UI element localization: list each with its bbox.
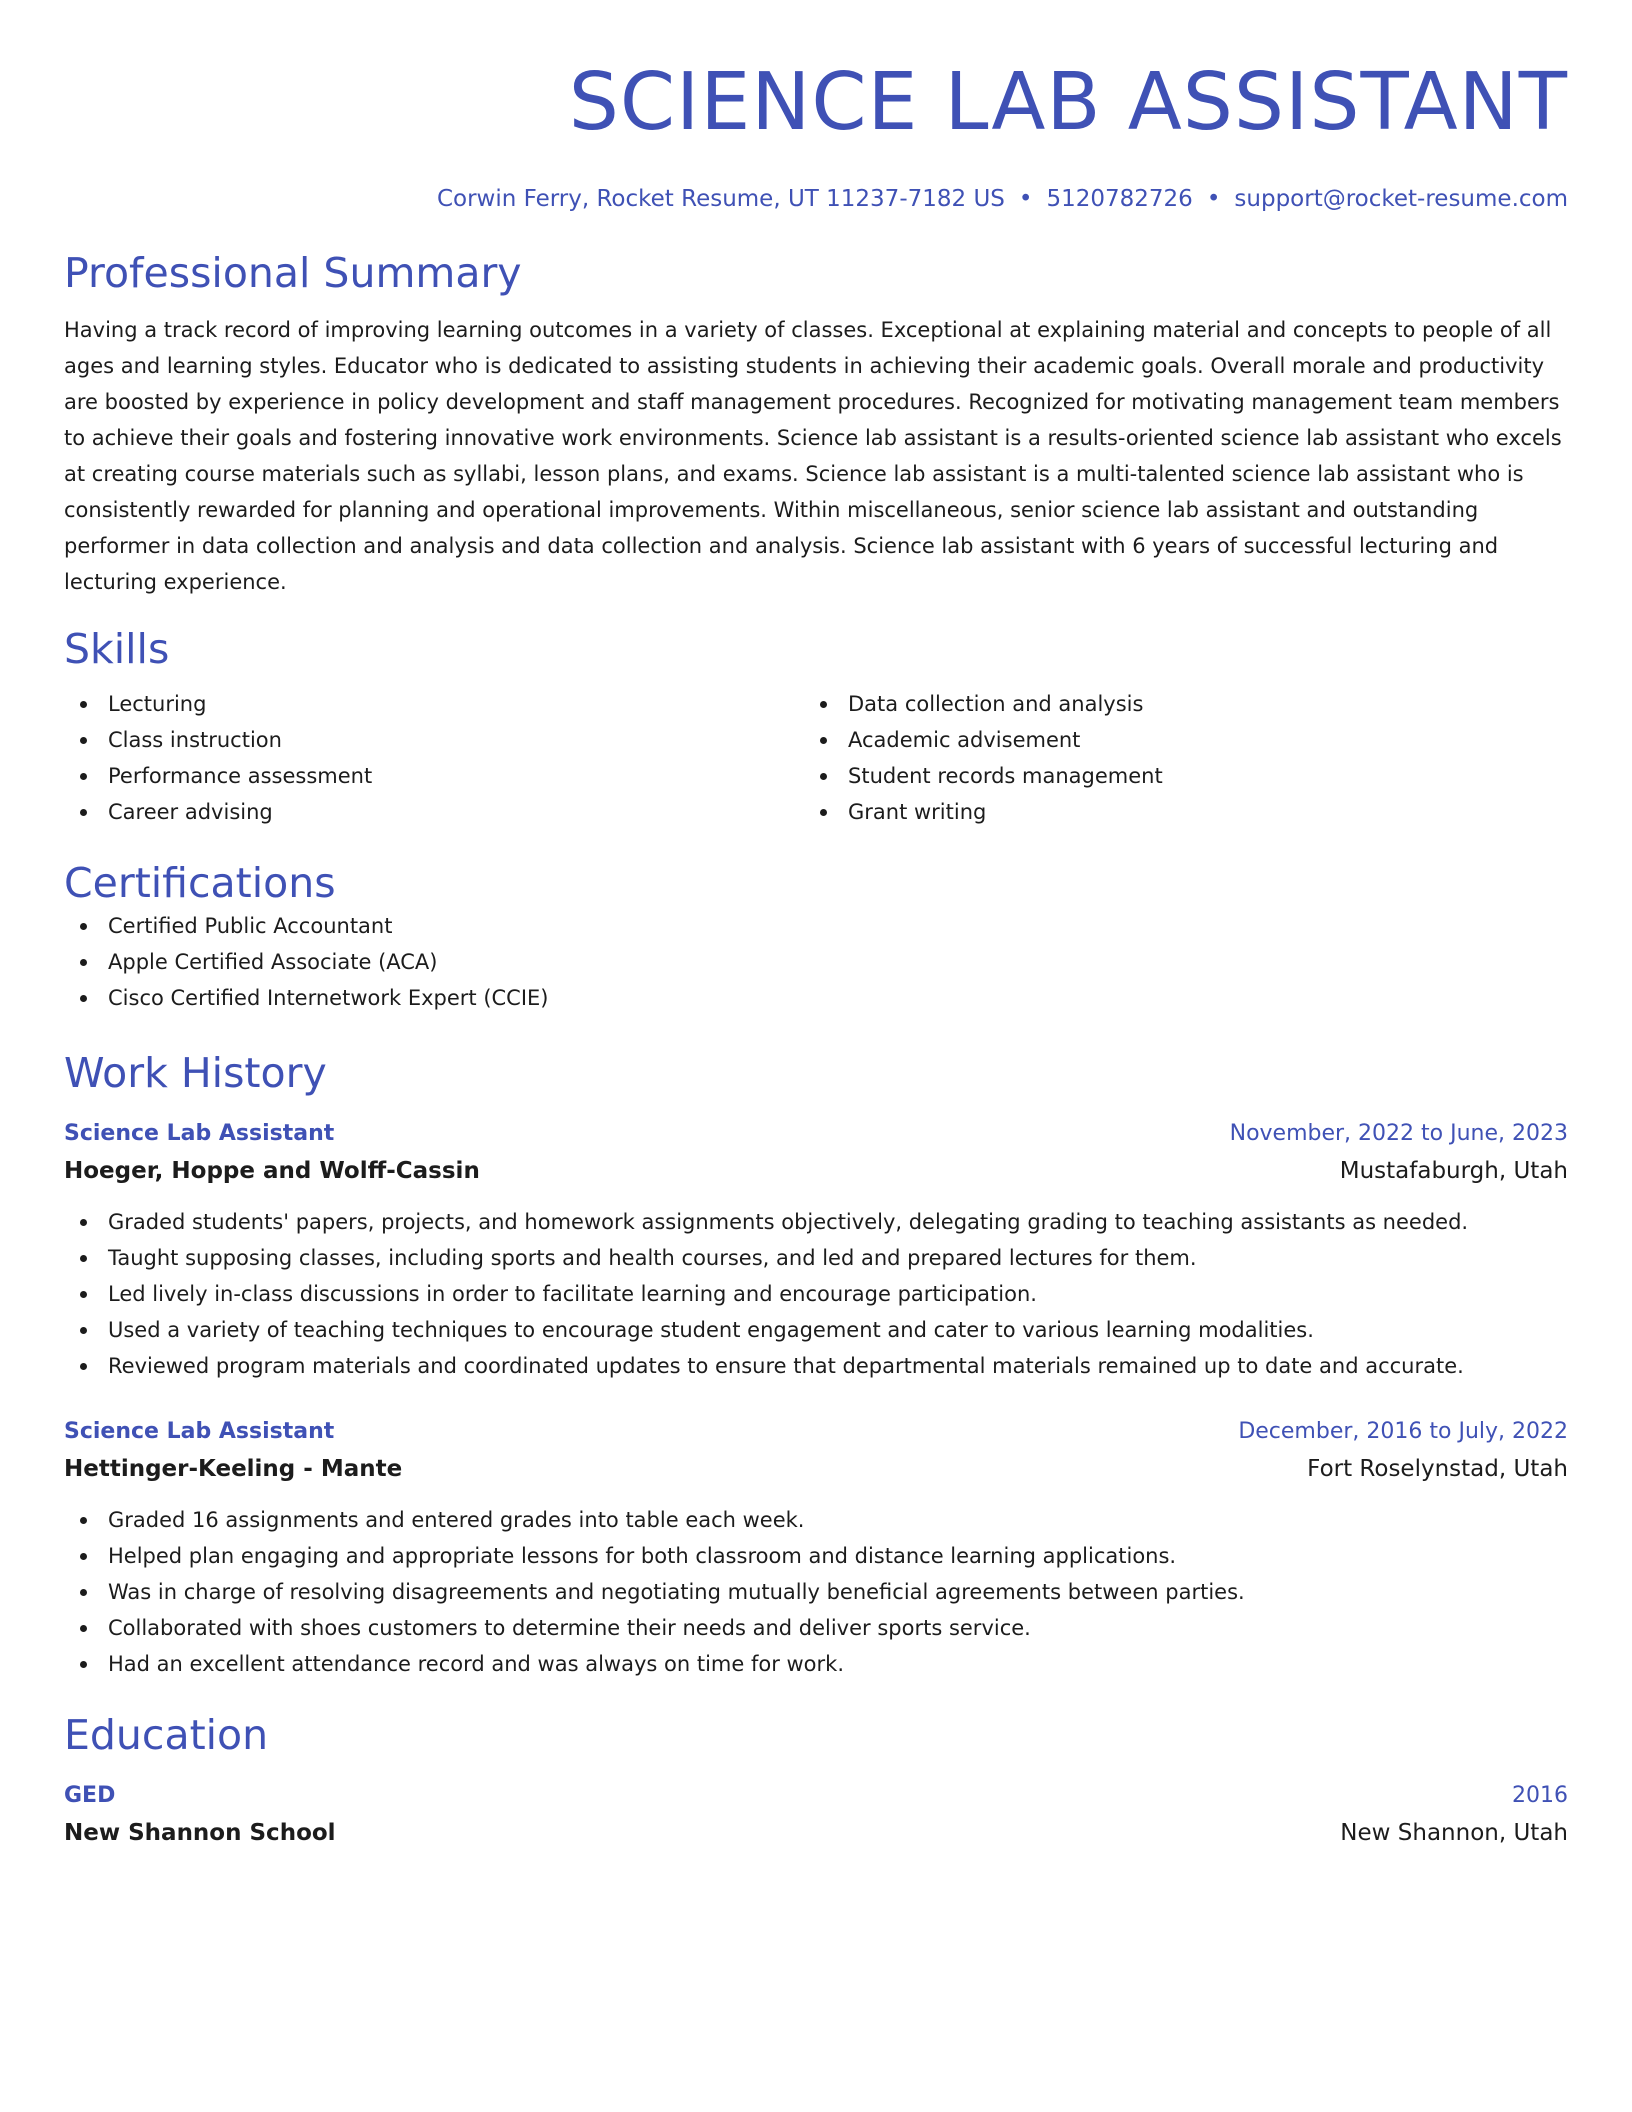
certifications-list <box>64 908 1568 1016</box>
education-degree: GED <box>64 1783 116 1808</box>
job-bullets <box>64 1502 1568 1682</box>
contact-separator: • <box>1206 186 1221 212</box>
contact-line <box>64 184 1568 214</box>
skill-item: Performance assessment <box>64 758 804 794</box>
job-company: Hoeger, Hoppe and Wolff-Cassin <box>64 1158 480 1184</box>
work-history-heading: Work History <box>64 1049 327 1097</box>
skill-item: Career advising <box>64 794 804 830</box>
skills-list-right <box>804 686 1544 830</box>
job-bullet: Taught supposing classes, including sports and health courses, and led and prepared lectures for them. <box>64 1240 1568 1276</box>
certification-item: Apple Certified Associate (ACA) <box>64 944 1568 980</box>
job-company-row <box>64 1450 1568 1488</box>
job-entry <box>64 1116 1568 1384</box>
education-degree-row <box>64 1778 1568 1814</box>
education-school: New Shannon School <box>64 1820 336 1846</box>
job-location: Mustafaburgh, Utah <box>1339 1158 1568 1184</box>
job-location: Fort Roselynstad, Utah <box>1307 1456 1568 1482</box>
job-bullet: Collaborated with shoes customers to determine their needs and deliver sports service. <box>64 1610 1568 1646</box>
resume-header <box>64 54 1568 214</box>
skill-item: Class instruction <box>64 722 804 758</box>
skills-list-left <box>64 686 804 830</box>
certifications-heading: Certifications <box>64 859 336 907</box>
skill-item: Student records management <box>804 758 1544 794</box>
job-bullet: Was in charge of resolving disagreements and negotiating mutually beneficial agreements between parties. <box>64 1574 1568 1610</box>
education-year: 2016 <box>1512 1783 1568 1808</box>
contact-separator: • <box>1018 186 1033 212</box>
job-title-row <box>64 1414 1568 1450</box>
skills-heading: Skills <box>64 625 170 673</box>
job-bullet: Helped plan engaging and appropriate lessons for both classroom and distance learning applications. <box>64 1538 1568 1574</box>
job-bullet: Had an excellent attendance record and was always on time for work. <box>64 1646 1568 1682</box>
job-company: Hettinger-Keeling - Mante <box>64 1456 403 1482</box>
skill-item: Grant writing <box>804 794 1544 830</box>
job-bullet: Used a variety of teaching techniques to encourage student engagement and cater to various learning modalities. <box>64 1312 1568 1348</box>
job-dates: November, 2022 to June, 2023 <box>1229 1121 1568 1146</box>
certification-item: Certified Public Accountant <box>64 908 1568 944</box>
education-school-row <box>64 1814 1568 1852</box>
contact-email: support@rocket-resume.com <box>1234 186 1568 212</box>
skills-columns <box>64 686 1568 830</box>
summary-text: Having a track record of improving learning outcomes in a variety of classes. Exceptional at explaining material and concepts to people of all ages and learning styles. Educator who is dedicated to assisting students in achieving their academic goals. Overall morale and productivity are boosted by experience in policy development and staff management procedures. Recognized for motivating management team members to achieve their goals and fostering innovative work environments. Science lab assistant is a results-oriented science lab assistant who excels at creating course materials such as syllabi, lesson plans, and exams. Science lab assistant is a multi-talented science lab assistant who is consistently rewarded for planning and operational improvements. Within miscellaneous, senior science lab assistant and outstanding performer in data collection and analysis and data collection and analysis. Science lab assistant with 6 years of successful lecturing and lecturing experience. <box>64 318 1562 594</box>
skill-item: Academic advisement <box>804 722 1544 758</box>
contact-phone: 5120782726 <box>1046 186 1193 212</box>
job-bullets <box>64 1204 1568 1384</box>
job-title-row <box>64 1116 1568 1152</box>
job-title: Science Lab Assistant <box>64 1419 335 1444</box>
education-heading: Education <box>64 1711 269 1759</box>
skill-item: Lecturing <box>64 686 804 722</box>
job-entry <box>64 1414 1568 1682</box>
certification-item: Cisco Certified Internetwork Expert (CCIE) <box>64 980 1568 1016</box>
job-company-row <box>64 1152 1568 1190</box>
job-dates: December, 2016 to July, 2022 <box>1238 1419 1568 1444</box>
job-title: Science Lab Assistant <box>64 1121 335 1146</box>
education-location: New Shannon, Utah <box>1340 1820 1568 1846</box>
job-bullet: Led lively in-class discussions in order to facilitate learning and encourage participation. <box>64 1276 1568 1312</box>
summary-heading: Professional Summary <box>64 249 522 297</box>
job-bullet: Reviewed program materials and coordinated updates to ensure that departmental materials remained up to date and accurate. <box>64 1348 1568 1384</box>
education-entry <box>64 1778 1568 1852</box>
resume-title: SCIENCE LAB ASSISTANT <box>568 56 1568 148</box>
job-bullet: Graded students' papers, projects, and homework assignments objectively, delegating grading to teaching assistants as needed. <box>64 1204 1568 1240</box>
contact-address: Corwin Ferry, Rocket Resume, UT 11237-7182 US <box>436 186 1005 212</box>
job-bullet: Graded 16 assignments and entered grades into table each week. <box>64 1502 1568 1538</box>
skill-item: Data collection and analysis <box>804 686 1544 722</box>
